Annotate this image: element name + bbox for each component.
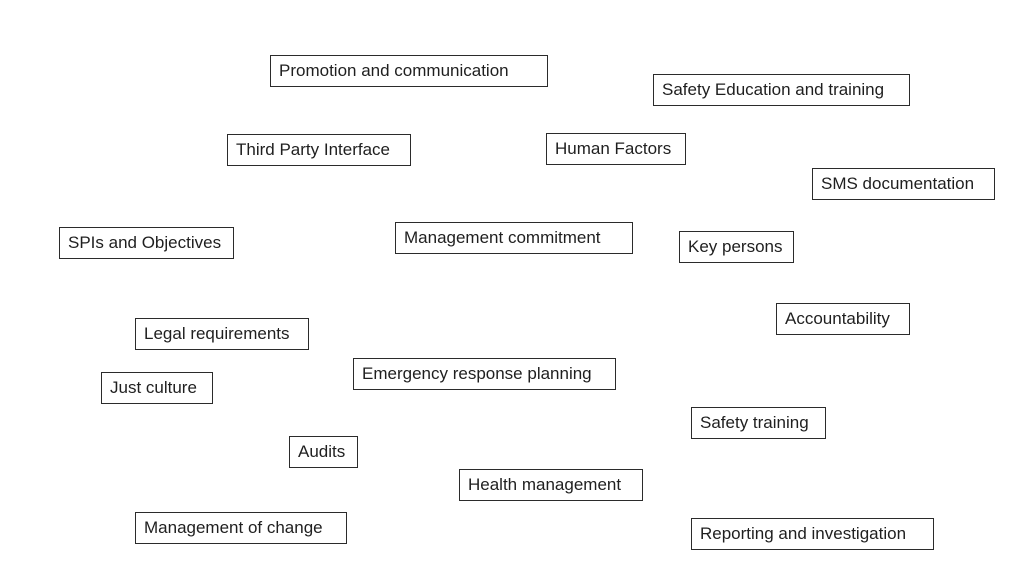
label-audits: Audits [289,436,358,468]
label-human-factors: Human Factors [546,133,686,165]
label-accountability: Accountability [776,303,910,335]
label-management-commitment: Management commitment [395,222,633,254]
label-just-culture: Just culture [101,372,213,404]
label-promotion-and-communication: Promotion and communication [270,55,548,87]
label-health-management: Health management [459,469,643,501]
label-reporting-and-investigation: Reporting and investigation [691,518,934,550]
label-key-persons: Key persons [679,231,794,263]
label-management-of-change: Management of change [135,512,347,544]
label-emergency-response-planning: Emergency response planning [353,358,616,390]
label-sms-documentation: SMS documentation [812,168,995,200]
label-legal-requirements: Legal requirements [135,318,309,350]
label-safety-education-and-training: Safety Education and training [653,74,910,106]
label-third-party-interface: Third Party Interface [227,134,411,166]
label-safety-training: Safety training [691,407,826,439]
label-spis-and-objectives: SPIs and Objectives [59,227,234,259]
